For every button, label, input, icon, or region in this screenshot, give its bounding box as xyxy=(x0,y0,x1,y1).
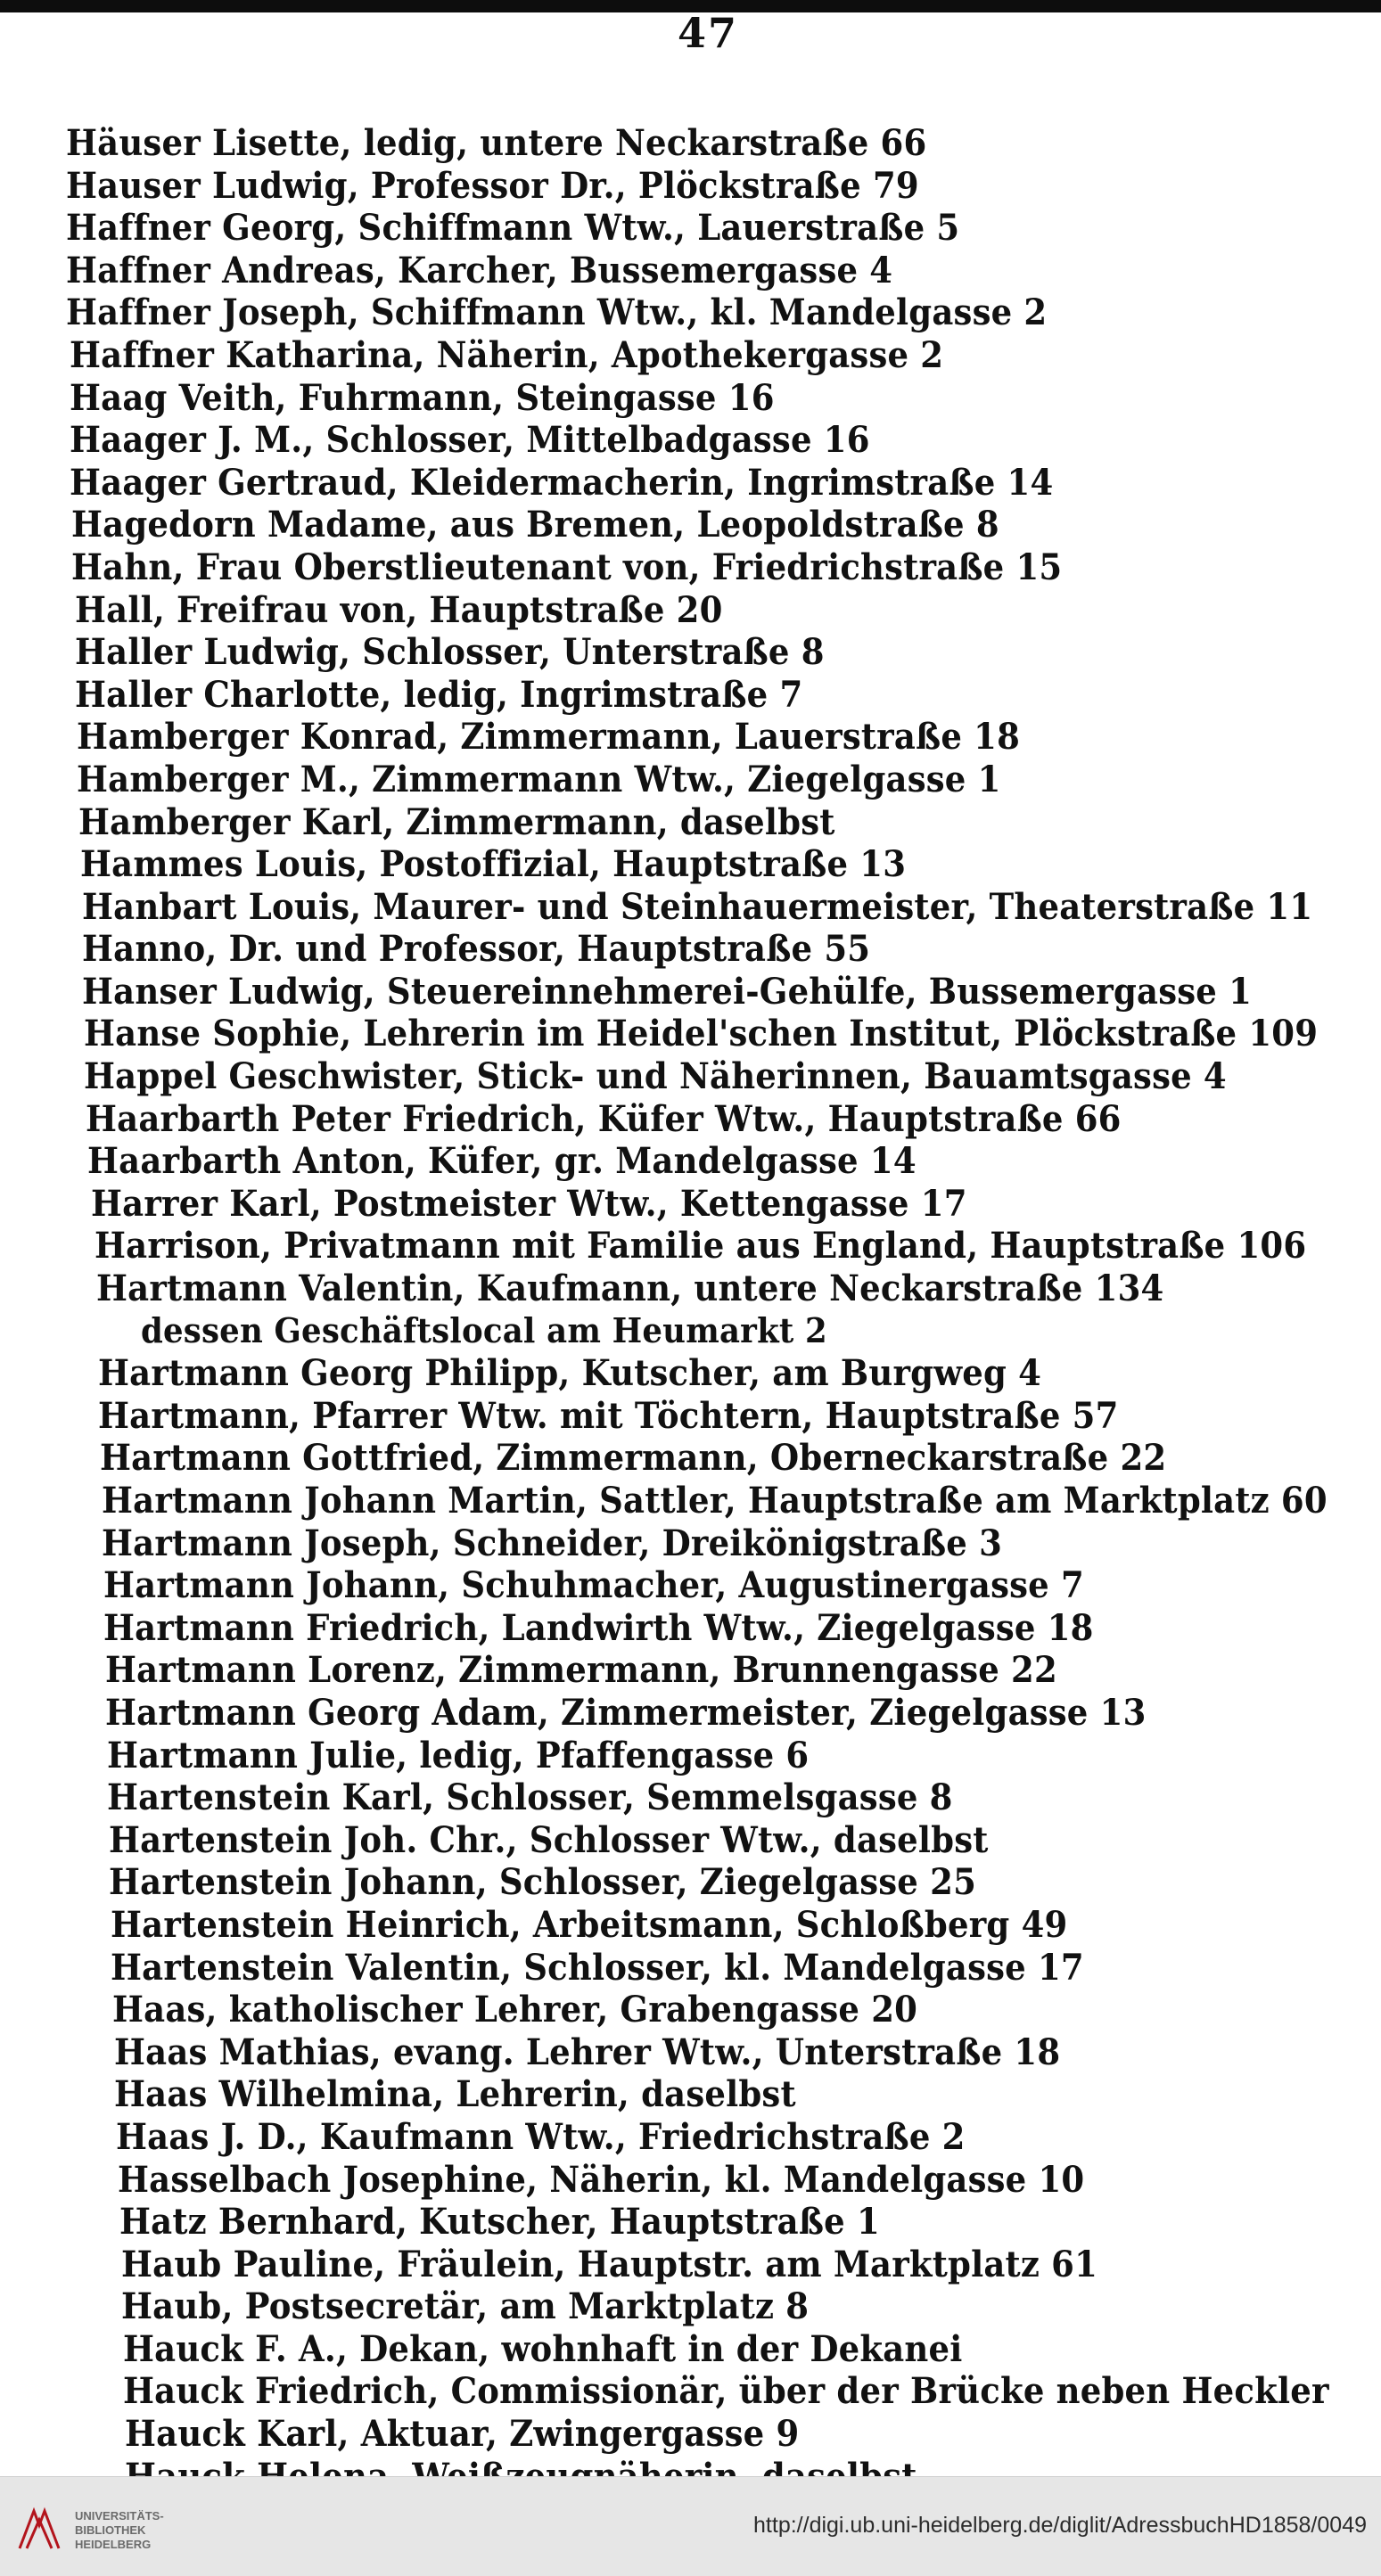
directory-entry: Haffner Andreas, Karcher, Bussemergasse 4 xyxy=(66,248,893,291)
directory-entry: Haffner Georg, Schiffmann Wtw., Lauerstraße 5 xyxy=(66,206,960,249)
viewer-footer xyxy=(0,2476,1381,2576)
directory-entry: Hauck Friedrich, Commissionär, über der Brücke neben Heckler xyxy=(123,2369,1329,2413)
permalink-url[interactable]: http://digi.ub.uni-heidelberg.de/diglit/AdressbuchHD1858/0049 xyxy=(753,2513,1367,2538)
directory-entry: Haas Mathias, evang. Lehrer Wtw., Unterstraße 18 xyxy=(114,2030,1061,2073)
directory-entry: Hanno, Dr. und Professor, Hauptstraße 55 xyxy=(82,927,871,970)
directory-entry: Haller Charlotte, ledig, Ingrimstraße 7 xyxy=(75,672,803,716)
directory-entry: Haarbarth Anton, Küfer, gr. Mandelgasse 14 xyxy=(87,1139,917,1182)
directory-entry: Haller Ludwig, Schlosser, Unterstraße 8 xyxy=(75,630,825,673)
logo-line-3: HEIDELBERG xyxy=(75,2538,152,2551)
directory-entry: Hartenstein Valentin, Schlosser, kl. Mandelgasse 17 xyxy=(111,1945,1084,1989)
directory-entry: Hauck F. A., Dekan, wohnhaft in der Dekanei xyxy=(123,2327,963,2370)
directory-entry: Hanse Sophie, Lehrerin im Heidel'schen Institut, Plöckstraße 109 xyxy=(84,1012,1319,1055)
directory-entry: Hartmann Friedrich, Landwirth Wtw., Ziegelgasse 18 xyxy=(103,1605,1094,1649)
directory-entry: Hartmann Gottfried, Zimmermann, Oberneckarstraße 22 xyxy=(100,1436,1167,1480)
directory-entry: Haffner Katharina, Näherin, Apothekergasse 2 xyxy=(70,333,944,376)
directory-entry: Hartmann Georg Philipp, Kutscher, am Burgweg 4 xyxy=(98,1351,1042,1394)
directory-entry: Haub, Postsecretär, am Marktplatz 8 xyxy=(121,2285,810,2327)
directory-entry: Haas J. D., Kaufmann Wtw., Friedrichstraße 2 xyxy=(116,2115,966,2158)
directory-entries xyxy=(0,122,1381,2498)
directory-entry: Hartenstein Karl, Schlosser, Semmelsgasse 8 xyxy=(107,1776,953,1818)
directory-entry: Haager J. M., Schlosser, Mittelbadgasse 16 xyxy=(70,418,870,461)
directory-entry: Hamberger M., Zimmermann Wtw., Ziegelgasse 1 xyxy=(77,758,1001,800)
logo-line-2: BIBLIOTHEK xyxy=(75,2523,146,2537)
directory-entry: Hartmann Valentin, Kaufmann, untere Neckarstraße 134 xyxy=(96,1267,1164,1309)
directory-entry: Hamberger Konrad, Zimmermann, Lauerstraße 18 xyxy=(77,715,1021,759)
library-logo-text xyxy=(75,2509,164,2552)
directory-entry: Hauser Ludwig, Professor Dr., Plöckstraße 79 xyxy=(66,163,919,207)
directory-entry: Haffner Joseph, Schiffmann Wtw., kl. Mandelgasse 2 xyxy=(66,291,1048,334)
directory-entry: Hatz Bernhard, Kutscher, Hauptstraße 1 xyxy=(119,2200,880,2243)
directory-entry: Hahn, Frau Oberstlieutenant von, Friedrichstraße 15 xyxy=(71,546,1063,588)
directory-entry: Haarbarth Peter Friedrich, Küfer Wtw., Hauptstraße 66 xyxy=(86,1096,1122,1140)
directory-entry: Hartmann Georg Adam, Zimmermeister, Ziegelgasse 13 xyxy=(105,1691,1147,1734)
logo-line-1: UNIVERSITÄTS- xyxy=(75,2509,164,2523)
directory-entry: Haas, katholischer Lehrer, Grabengasse 20 xyxy=(112,1988,918,2030)
directory-entry: Hartmann Johann Martin, Sattler, Hauptstraße am Marktplatz 60 xyxy=(102,1479,1328,1522)
directory-entry: Hammes Louis, Postoffizial, Hauptstraße 13 xyxy=(80,842,907,885)
directory-entry: Hartmann, Pfarrer Wtw. mit Töchtern, Hauptstraße 57 xyxy=(98,1393,1119,1437)
university-library-logo-icon xyxy=(14,2504,64,2554)
directory-entry: Happel Geschwister, Stick- und Näherinnen, Bauamtsgasse 4 xyxy=(84,1054,1227,1097)
directory-entry: Harrer Karl, Postmeister Wtw., Kettengasse 17 xyxy=(91,1182,967,1225)
directory-entry: Haager Gertraud, Kleidermacherin, Ingrimstraße 14 xyxy=(70,460,1054,504)
directory-entry: Hartmann Julie, ledig, Pfaffengasse 6 xyxy=(107,1733,810,1776)
directory-entry: Haag Veith, Fuhrmann, Steingasse 16 xyxy=(70,375,775,419)
directory-entry: Hamberger Karl, Zimmermann, daselbst xyxy=(78,800,835,843)
directory-entry: Haas Wilhelmina, Lehrerin, daselbst xyxy=(114,2072,796,2116)
directory-entry: Haub Pauline, Fräulein, Hauptstr. am Marktplatz 61 xyxy=(121,2242,1098,2285)
page-number: 47 xyxy=(678,9,739,57)
directory-entry: dessen Geschäftslocal am Heumarkt 2 xyxy=(141,1310,827,1351)
directory-entry: Hauck Karl, Aktuar, Zwingergasse 9 xyxy=(125,2412,800,2455)
directory-entry: Hanser Ludwig, Steuereinnehmerei-Gehülfe, Bussemergasse 1 xyxy=(82,970,1253,1013)
directory-entry: Harrison, Privatmann mit Familie aus England, Hauptstraße 106 xyxy=(95,1224,1307,1267)
directory-entry: Häuser Lisette, ledig, untere Neckarstraße 66 xyxy=(66,121,927,164)
directory-entry: Hartenstein Johann, Schlosser, Ziegelgasse 25 xyxy=(109,1860,977,1904)
directory-entry: Hartenstein Joh. Chr., Schlosser Wtw., daselbst xyxy=(109,1817,989,1861)
directory-entry: Hartmann Joseph, Schneider, Dreikönigstraße 3 xyxy=(102,1521,1003,1564)
directory-entry: Hasselbach Josephine, Näherin, kl. Mandelgasse 10 xyxy=(118,2157,1085,2201)
directory-entry: Hagedorn Madame, aus Bremen, Leopoldstraße 8 xyxy=(71,503,999,546)
directory-entry: Hall, Freifrau von, Hauptstraße 20 xyxy=(75,587,723,631)
directory-entry: Hartmann Lorenz, Zimmermann, Brunnengasse 22 xyxy=(105,1648,1057,1692)
directory-entry: Hartenstein Heinrich, Arbeitsmann, Schloßberg 49 xyxy=(111,1903,1068,1946)
directory-entry: Hanbart Louis, Maurer- und Steinhauermeister, Theaterstraße 11 xyxy=(82,884,1313,928)
directory-entry: Hartmann Johann, Schuhmacher, Augustinergasse 7 xyxy=(103,1563,1084,1606)
